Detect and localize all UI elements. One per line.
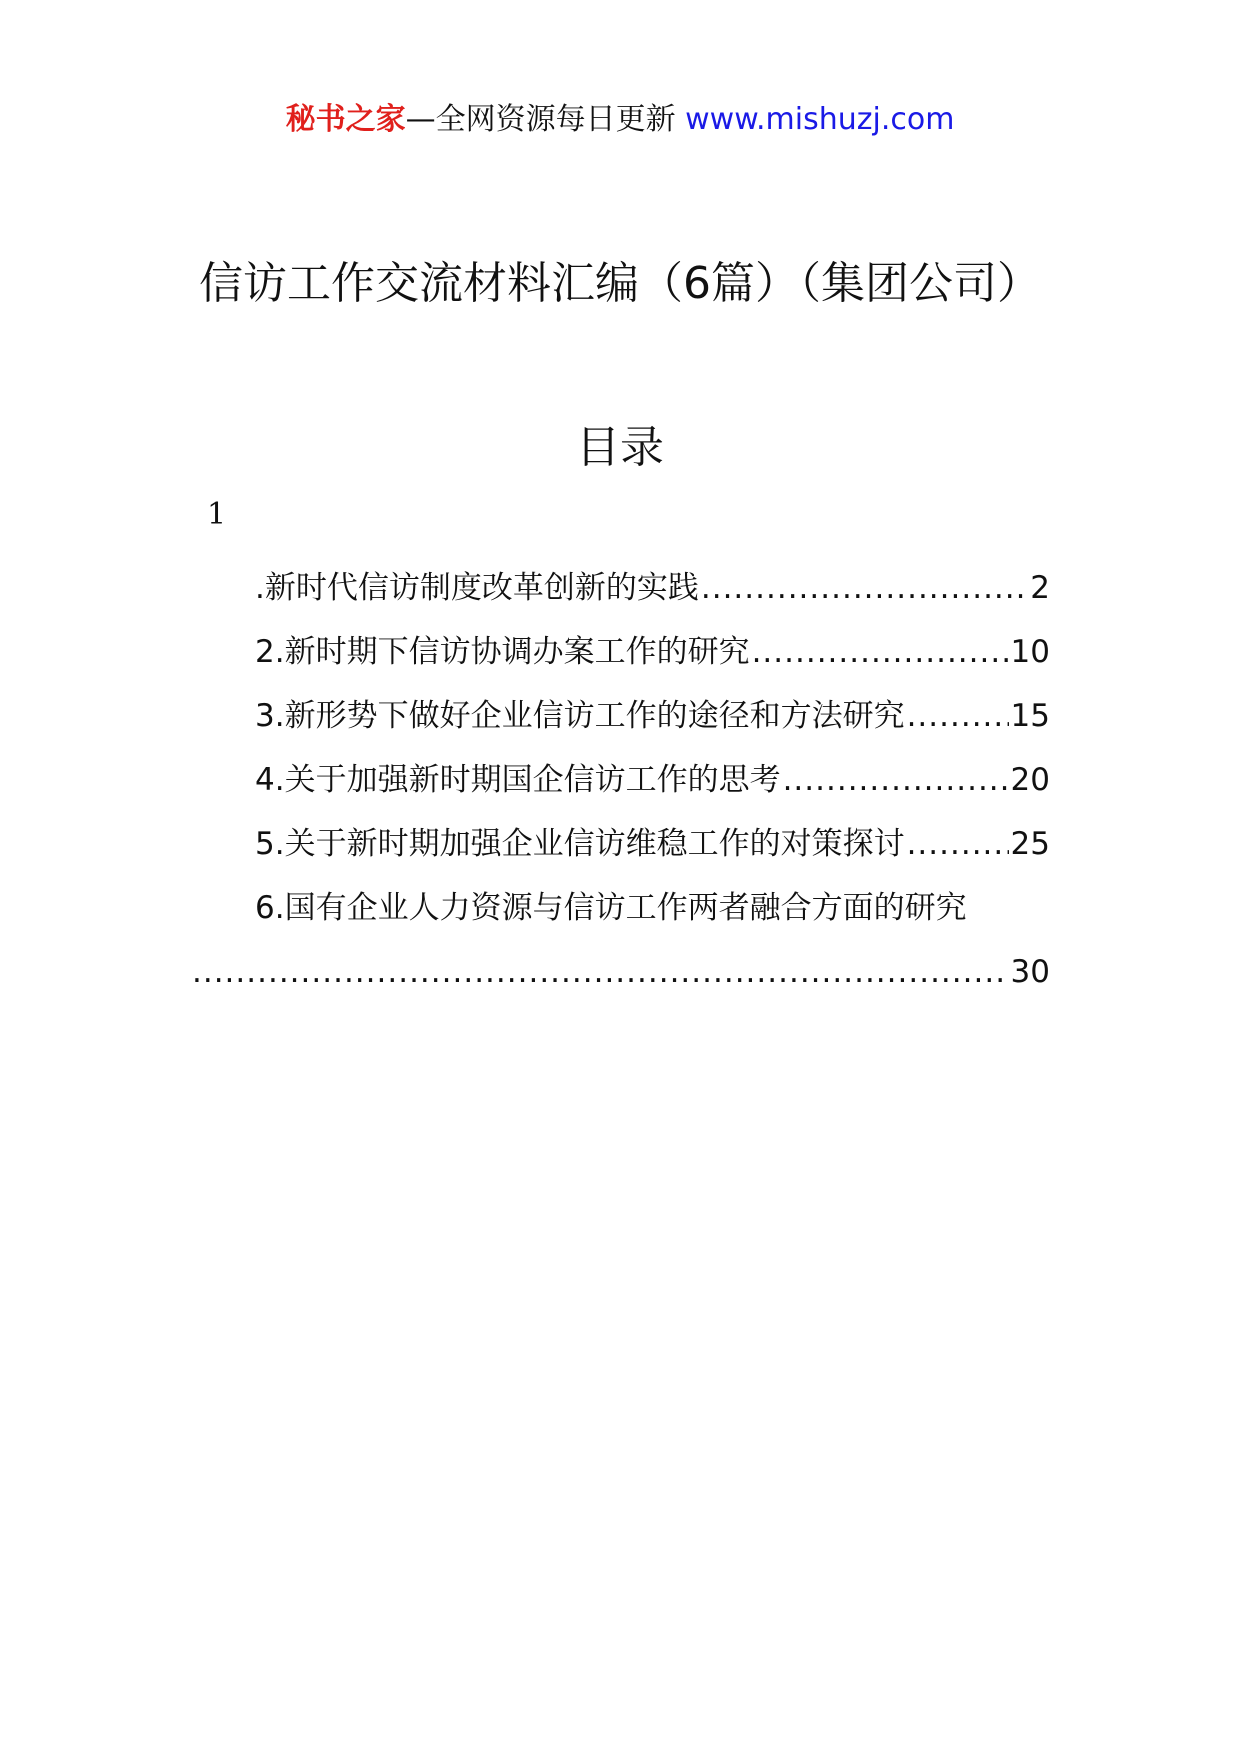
site-url-link[interactable]: www.mishuzj.com [685, 102, 955, 137]
toc-page-number: 2 [1030, 570, 1050, 606]
toc-entry-label: .新时代信访制度改革创新的实践 [255, 570, 699, 606]
dot-leader [752, 620, 1009, 684]
toc-page-number: 30 [1010, 954, 1050, 990]
toc-entry-label: 3.新形势下做好企业信访工作的途径和方法研究 [255, 698, 905, 734]
banner-slogan: —全网资源每日更新 [405, 102, 676, 137]
brand-name: 秘书之家 [285, 102, 406, 137]
toc-entry-label: 4.关于加强新时期国企信访工作的思考 [255, 762, 781, 798]
toc-page-number: 10 [1010, 634, 1050, 670]
toc-entry-label: 5.关于新时期加强企业信访维稳工作的对策探讨 [255, 826, 905, 862]
toc-page-number: 20 [1010, 762, 1050, 798]
toc-entry-4[interactable] [190, 748, 1050, 812]
toc-entry-3[interactable] [190, 684, 1050, 748]
dot-leader [701, 556, 1028, 620]
dot-leader [907, 684, 1009, 748]
toc-entry-6[interactable] [190, 876, 1050, 1004]
toc-entry-1[interactable] [190, 556, 1050, 620]
dot-leader [192, 940, 1009, 1004]
table-of-contents [190, 556, 1050, 1004]
stray-number: 1 [207, 497, 227, 532]
toc-page-number: 25 [1010, 826, 1050, 862]
toc-entry-2[interactable] [190, 620, 1050, 684]
dot-leader [907, 812, 1009, 876]
toc-page-number: 15 [1010, 698, 1050, 734]
site-banner [0, 100, 1240, 140]
toc-entry-continuation [190, 940, 1050, 1004]
toc-entry-label: 2.新时期下信访协调办案工作的研究 [255, 634, 750, 670]
toc-entry-label: 6.国有企业人力资源与信访工作两者融合方面的研究 [255, 890, 967, 926]
toc-entry-5[interactable] [190, 812, 1050, 876]
toc-heading: 目录 [576, 422, 664, 473]
dot-leader [783, 748, 1009, 812]
document-title: 信访工作交流材料汇编（6篇）（集团公司） [199, 258, 1041, 310]
